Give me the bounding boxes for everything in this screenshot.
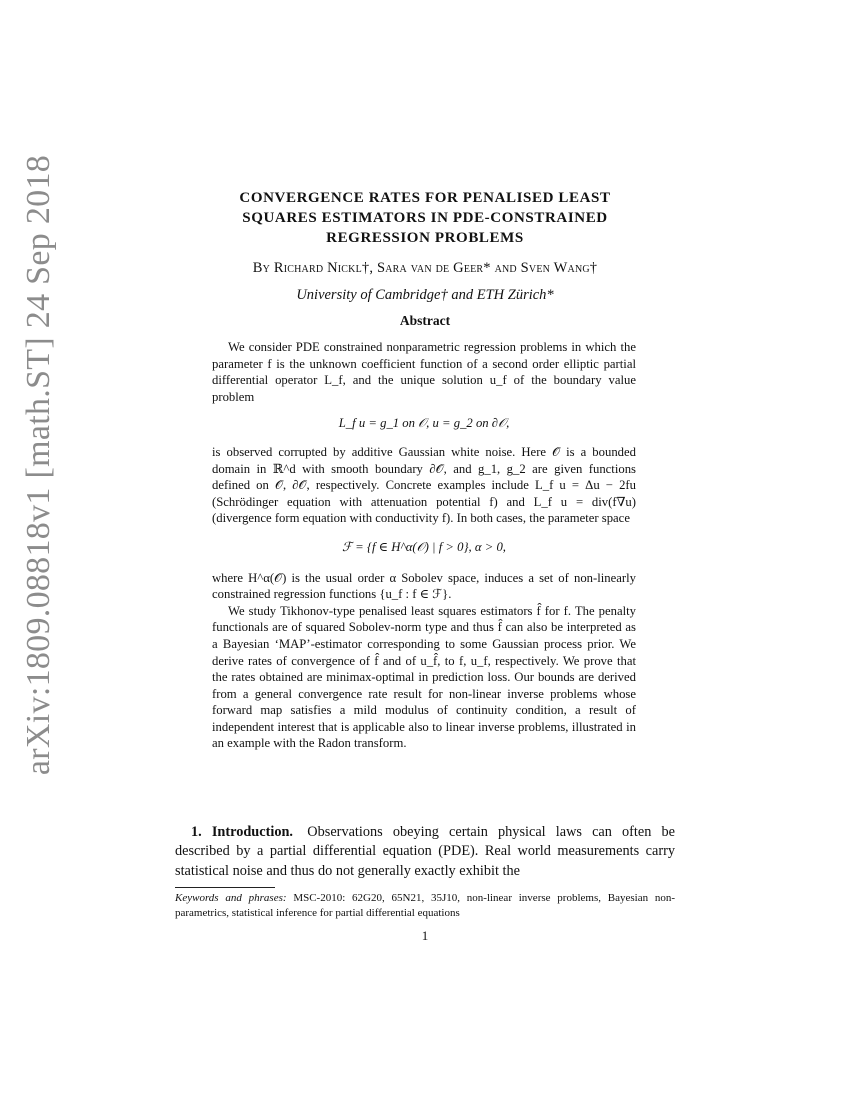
introduction-text: Observations obeying certain physical laws can often be described by a partial differential equation (PDE). Real world measurements carry statistical noise and thus do not generally exactly exhibit the (175, 824, 675, 879)
parameter-space-equation: ℱ = {f ∈ H^α(𝒪) | f > 0}, α > 0, (342, 539, 506, 554)
paper-title-line-2: SQUARES ESTIMATORS IN PDE-CONSTRAINED (242, 210, 608, 226)
author-affiliation: University of Cambridge† and ETH Zürich* (296, 287, 554, 303)
arxiv-identifier-text: arXiv:1809.08818v1 [math.ST] 24 Sep 2018 (20, 154, 58, 776)
abstract-body (212, 339, 636, 752)
abstract-paragraph-4: We study Tikhonov-type penalised least squares estimators f̂ for f. The penalty functionals are of squared Sobolev-norm type and thus f̂ can also be interpreted as a Bayesian ‘MAP’-estimator corresponding to some Gaussian process prior. We derive rates of convergence of f̂ and of u_f̂, to f, u_f, respectively. We prove that the rates obtained are minimax-optimal in prediction loss. Our bounds are derived from a general convergence rate result for non-linear inverse problems whose forward map satisfies a mild modulus of continuity condition, a result of independent interest that is applicable also to linear inverse problems, illustrated in an example with the Radon transform. (212, 603, 636, 751)
introduction-heading: 1. Introduction. (191, 824, 293, 840)
abstract-paragraph-3: where H^α(𝒪) is the usual order α Sobolev space, induces a set of non-linearly constrained regression functions {u_f : f ∈ ℱ}. (212, 570, 636, 602)
footnote-divider (175, 887, 275, 888)
boundary-value-equation: L_f u = g_1 on 𝒪, u = g_2 on ∂𝒪, (338, 416, 510, 431)
keywords-label: Keywords and phrases: (175, 892, 287, 904)
keywords-text: MSC-2010: 62G20, 65N21, 35J10, non-linear inverse problems, Bayesian non-parametrics, statistical inference for partial differential equations (175, 892, 676, 919)
page-number: 1 (421, 928, 429, 943)
introduction-paragraph (175, 823, 675, 881)
author-list: By Richard Nickl†, Sara van de Geer* and Sven Wang† (252, 260, 598, 276)
abstract-heading: Abstract (399, 313, 451, 328)
paper-title-line-3: REGRESSION PROBLEMS (326, 230, 524, 246)
abstract-paragraph-2: is observed corrupted by additive Gaussian white noise. Here 𝒪 is a bounded domain in ℝ^d with smooth boundary ∂𝒪, and g_1, g_2 are given functions defined on 𝒪, ∂𝒪, respectively. Concrete examples include L_f u = Δu − 2fu (Schrödinger equation with attenuation potential f) and L_f u = div(f∇u) (divergence form equation with conductivity f). In both cases, the parameter space (212, 444, 636, 526)
abstract-paragraph-1: We consider PDE constrained nonparametric regression problems in which the parameter f is the unknown coefficient function of a second order elliptic partial differential operator L_f, and the unique solution u_f of the boundary value problem (212, 340, 636, 404)
paper-title-line-1: CONVERGENCE RATES FOR PENALISED LEAST (239, 190, 611, 206)
arxiv-identifier-stamp (11, 154, 67, 776)
keywords-footnote (175, 891, 675, 921)
paper-title (175, 188, 675, 248)
